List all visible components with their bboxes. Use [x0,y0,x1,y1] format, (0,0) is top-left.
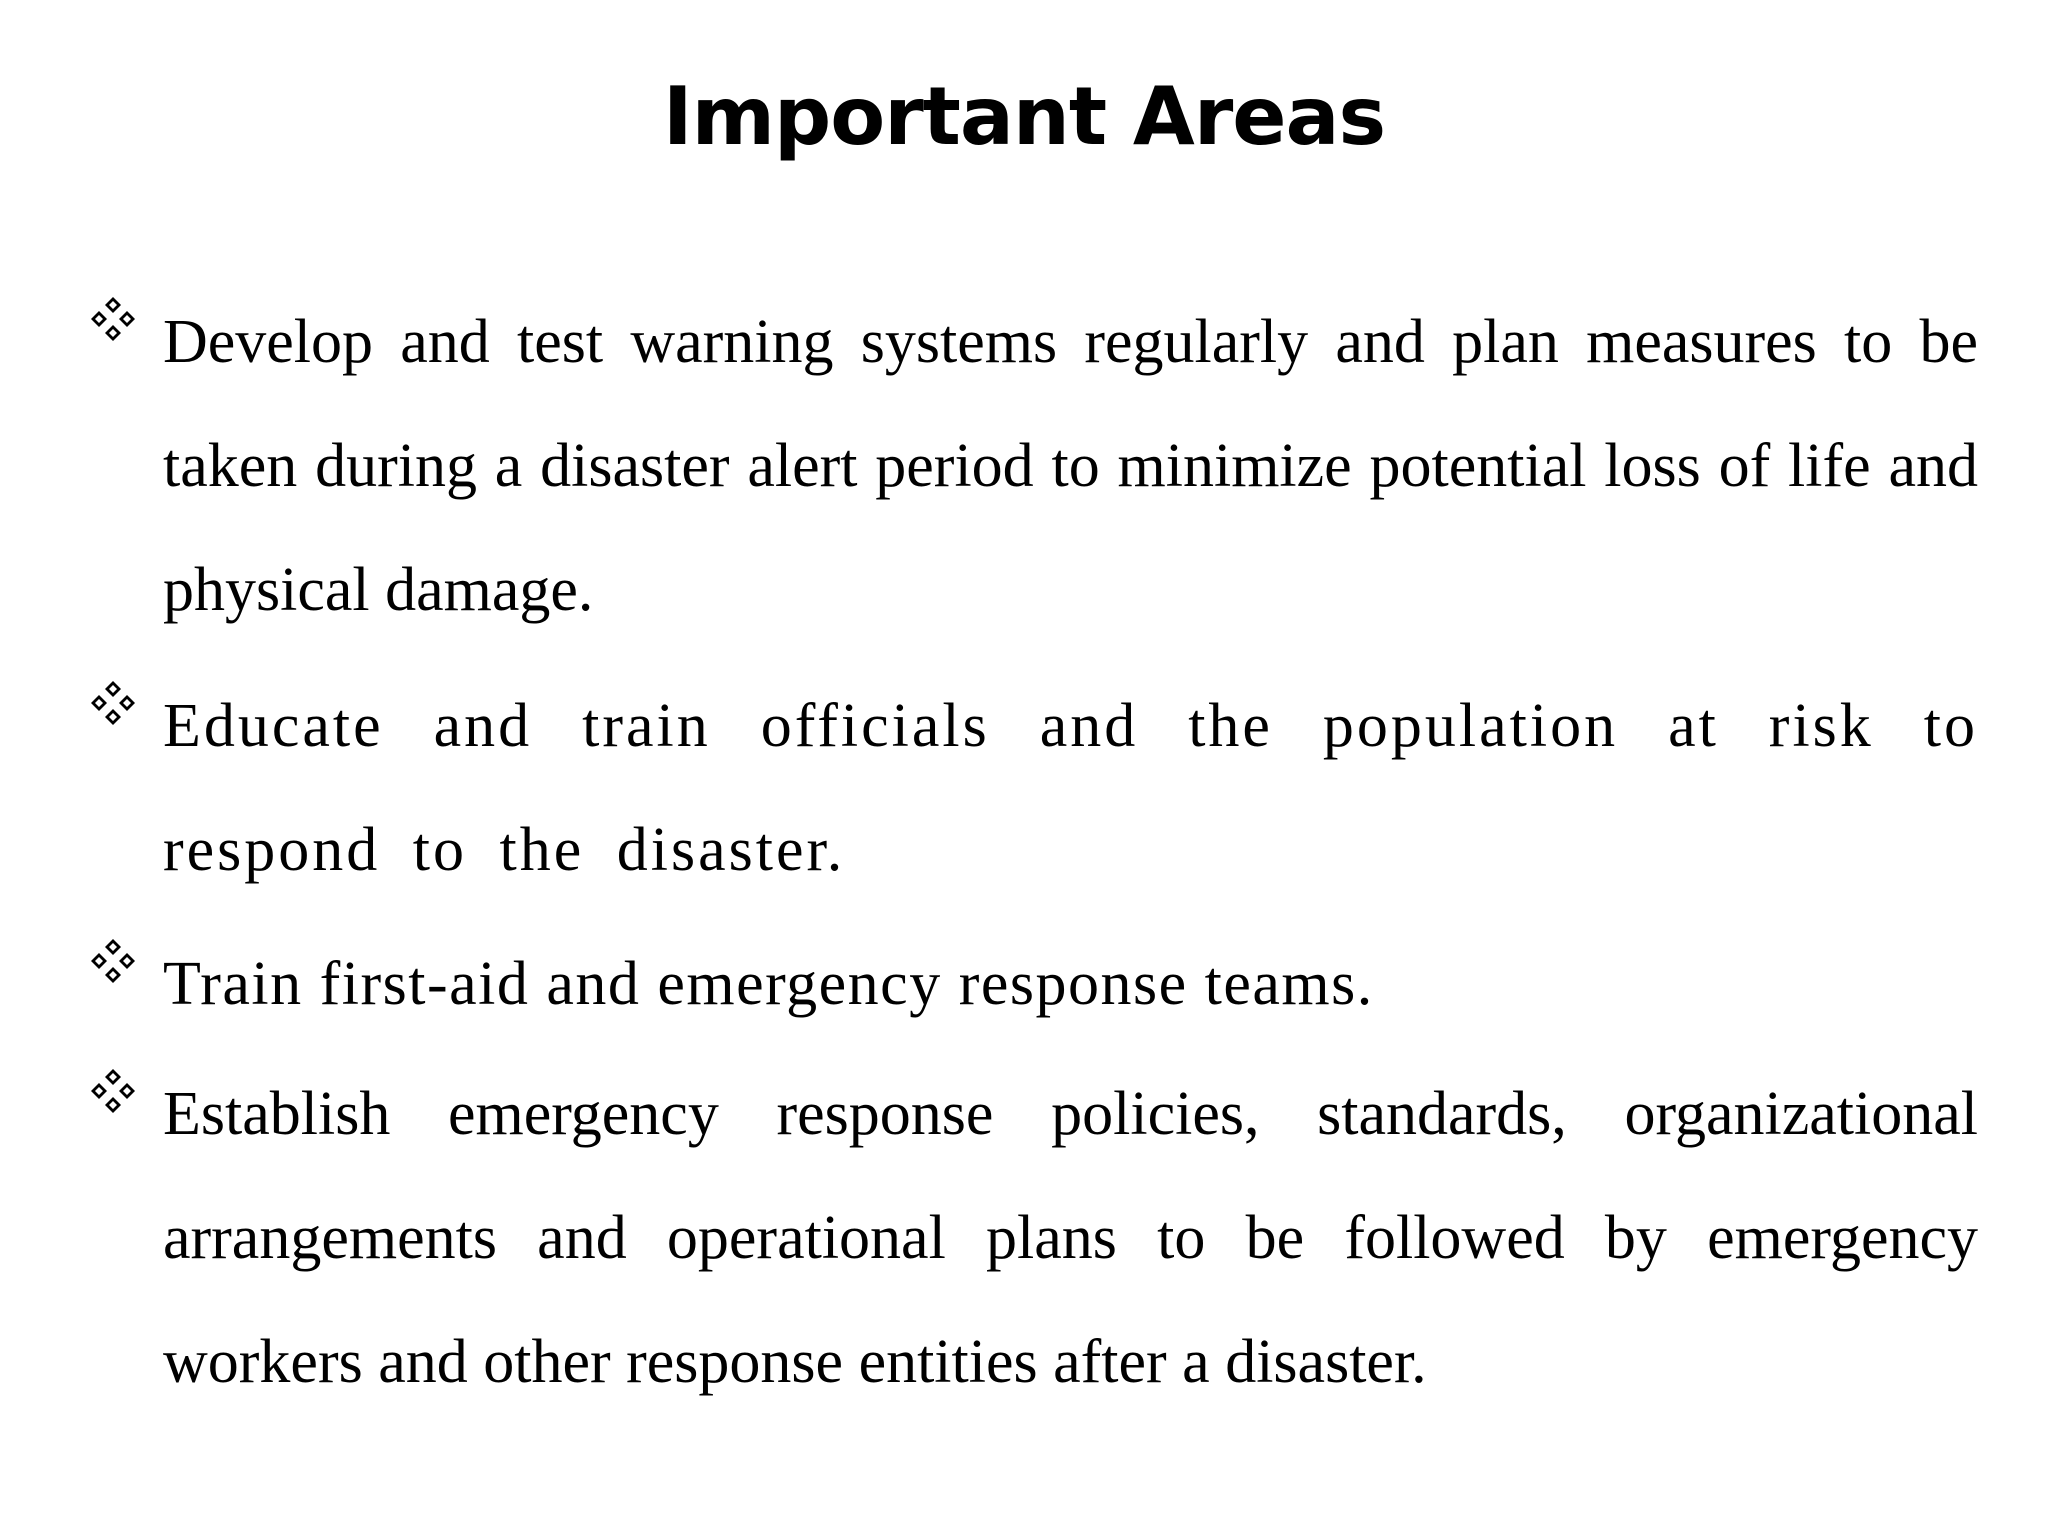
diamond-bullet-icon [88,936,138,986]
bullet-text: Educate and train officials and the population at risk to respond to the disaster. [163,692,1978,884]
diamond-bullet-icon [88,294,138,344]
slide-title: Important Areas [662,70,1386,163]
bullet-text: Establish emergency response policies, standards, organizational arrangements and operational plans to be followed by emergency workers and other response entities after a disaster. [163,1080,1978,1396]
diamond-bullet-icon [88,678,138,728]
bullet-text: Train first-aid and emergency response teams. [163,950,1374,1018]
diamond-bullet-icon [88,1066,138,1116]
bullet-text: Develop and test warning systems regularly and plan measures to be taken during a disaster alert period to minimize potential loss of life and physical damage. [163,308,1978,624]
